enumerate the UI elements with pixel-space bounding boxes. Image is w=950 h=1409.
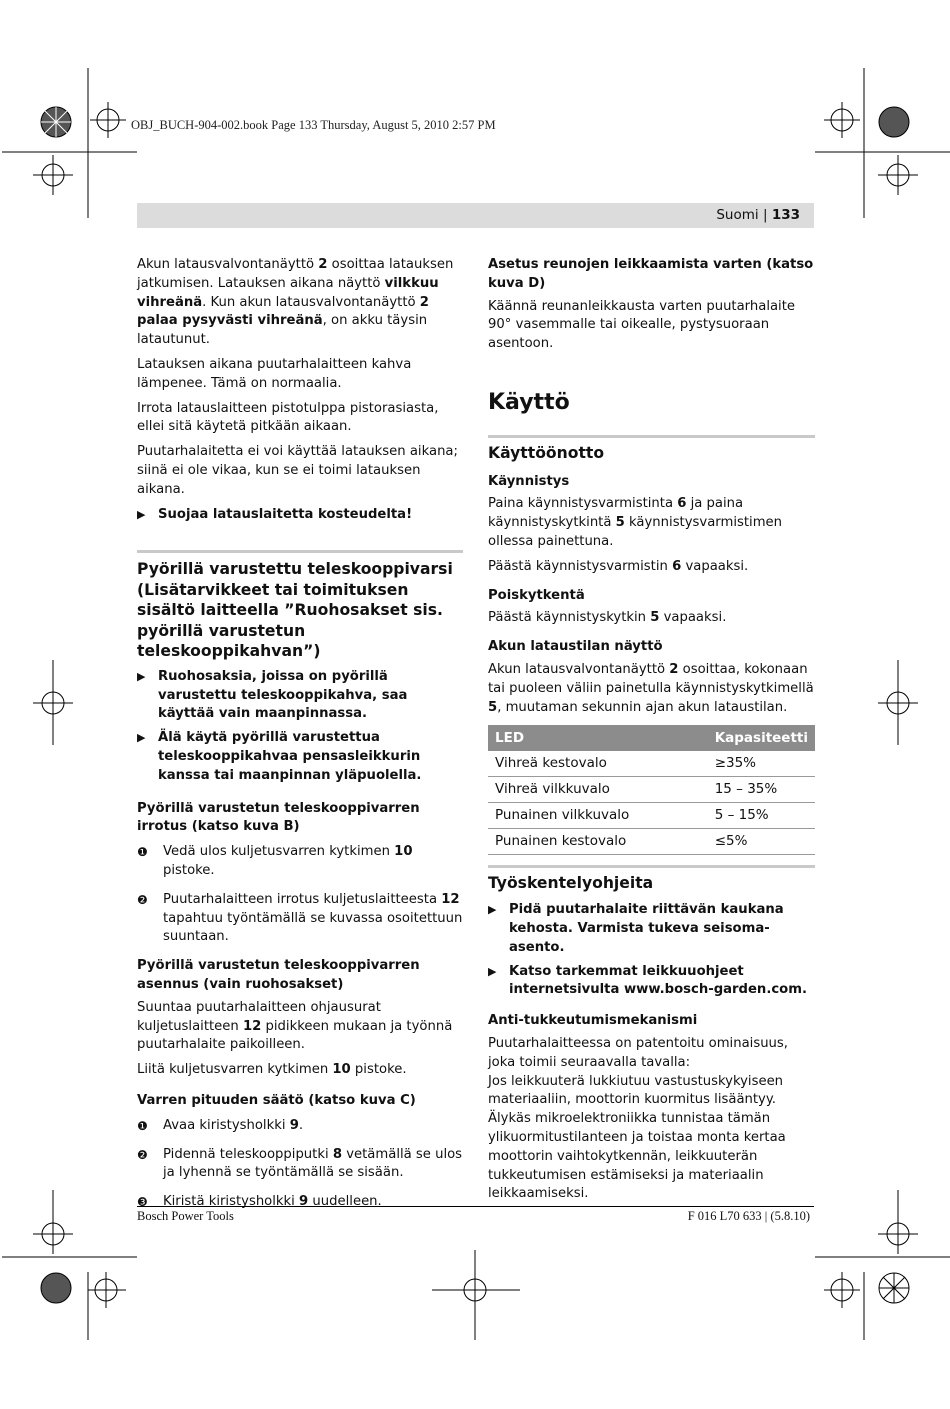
paragraph: Liitä kuljetusvarren kytkimen 10 pistoke.: [137, 1062, 407, 1078]
header-language: Suomi: [716, 207, 759, 223]
footer-docref: F 016 L70 633 | (5.8.10): [687, 1209, 810, 1223]
step-item: ❸ Kiristä kiristysholkki 9 uudelleen.: [137, 1193, 463, 1212]
paragraph: Päästä käynnistysvarmistin 6 vapaaksi.: [488, 558, 749, 574]
paragraph: Akun latausvalvontanäyttö 2 osoittaa latauksen jatkumisen. Latauksen aikana näyttö vilkkuu vihreänä. Kun akun latausvalvontanäyttö 2 palaa pysyvästi vihreänä, on akku täysin latautunut.: [137, 257, 454, 348]
table-row: [488, 777, 815, 803]
table-header-row: [488, 725, 815, 751]
step-item: ❷ Pidennä teleskooppiputki 8 vetämällä se ulos ja lyhennä se työntämällä se sisään.: [137, 1146, 463, 1184]
table-cell: Vihreä vilkkuvalo: [488, 777, 708, 803]
step-three-marker: ❸: [137, 1195, 148, 1210]
column-header: Kapasiteetti: [708, 725, 815, 751]
section-heading: Pyörillä varustettu teleskooppivarsi (Lisätarvikkeet tai toimituksen sisältö laitteella ”Ruohosakset sis. pyörillä varustetun teleskooppikahvan”): [137, 550, 463, 662]
subheading: Asetus reunojen leikkaamista varten (katso kuva D): [488, 257, 814, 291]
warning-item: ▶ Ruohosaksia, joissa on pyörillä varustettu teleskooppikahva, saa käyttää vain maanpinnassa.: [137, 668, 463, 724]
warning-item: ▶ Katso tarkemmat leikkuuohjeet internetsivulta www.bosch-garden.com.: [488, 963, 815, 1001]
paragraph: Akun latausvalvontanäyttö 2 osoittaa, kokonaan tai puoleen väliin painetulla käynnistyskytkimellä 5, muutaman sekunnin ajan akun lataustilan.: [488, 661, 814, 715]
subheading: Akun lataustilan näyttö: [488, 639, 663, 655]
table-cell: Vihreä kestovalo: [488, 751, 708, 777]
table-row: [488, 751, 815, 777]
footer-publisher: Bosch Power Tools: [137, 1209, 234, 1223]
warning-item: ▶ Suojaa latauslaitetta kosteudelta!: [137, 506, 463, 525]
table-cell: ≥35%: [708, 751, 815, 777]
footer-rule: [137, 1206, 814, 1207]
paragraph: Paina käynnistysvarmistinta 6 ja paina käynnistyskytkintä 5 käynnistysvarmistimen ollessa painettuna.: [488, 496, 783, 549]
paragraph: Jos leikkuuterä lukkiutuu vastustuskykyiseen materiaaliin, moottorin kuormitus lisääntyy. Älykäs mikroelektroniikka tunnistaa tämän ylikuormitustilanteen ja toistaa monta kertaa moottorin vaihtokytkennän, leikkuuterän tukkeutumisen estämiseksi ja materiaalin leikkaamiseksi.: [488, 1073, 786, 1202]
paragraph: Päästä käynnistyskytkin 5 vapaaksi.: [488, 610, 727, 626]
subheading: Pyörillä varustetun teleskooppivarren irrotus (katso kuva B): [137, 800, 420, 835]
paragraph: Irrota latauslaitteen pistotulppa pistorasiasta, ellei sitä käytetä pitkään aikaan.: [137, 400, 439, 435]
table-cell: Punainen kestovalo: [488, 829, 708, 855]
header-separator: |: [762, 207, 768, 223]
table-cell: Punainen vilkkuvalo: [488, 803, 708, 829]
subheading: Pyörillä varustetun teleskooppivarren asennus (vain ruohosakset): [137, 958, 420, 993]
step-item: ❶ Vedä ulos kuljetusvarren kytkimen 10 pistoke.: [137, 843, 463, 881]
table-cell: 5 – 15%: [708, 803, 815, 829]
warning-item: ▶ Älä käytä pyörillä varustettua teleskooppikahvaa pensasleikkurin kanssa tai maanpinnan yläpuolella.: [137, 729, 463, 785]
right-column: [488, 256, 815, 1204]
step-one-marker: ❶: [137, 845, 148, 860]
subheading: Käynnistys: [488, 473, 570, 489]
print-slug: OBJ_BUCH-904-002.book Page 133 Thursday, August 5, 2010 2:57 PM: [131, 118, 496, 132]
page-number: 133: [771, 207, 800, 223]
section-heading: Käyttöönotto: [488, 435, 815, 463]
left-column: [137, 256, 463, 1222]
arrow-icon: ▶: [488, 903, 497, 917]
arrow-icon: ▶: [137, 731, 146, 745]
chapter-title: Käyttö: [488, 389, 570, 415]
paragraph: Puutarhalaitetta ei voi käyttää latauksen aikana; siinä ei ole vikaa, kun se ei toimi latauksen aikana.: [137, 444, 458, 497]
paragraph: Käännä reunanleikkausta varten puutarhalaite 90° vasemmalle tai oikealle, pystysuoraan asentoon.: [488, 298, 796, 352]
page-header-bar: [137, 203, 814, 228]
step-item: ❶ Avaa kiristysholkki 9.: [137, 1117, 463, 1136]
subheading: Anti-tukkeutumismekanismi: [488, 1013, 698, 1029]
table-row: [488, 829, 815, 855]
paragraph: Puutarhalaitteessa on patentoitu ominaisuus, joka toimii seuraavalla tavalla:: [488, 1035, 788, 1070]
paragraph: Latauksen aikana puutarhalaitteen kahva lämpenee. Tämä on normaalia.: [137, 356, 412, 391]
arrow-icon: ▶: [137, 669, 146, 683]
table-cell: 15 – 35%: [708, 777, 815, 803]
section-heading: Työskentelyohjeita: [488, 865, 815, 893]
step-two-marker: ❷: [137, 1147, 148, 1162]
column-header: LED: [488, 725, 708, 751]
paragraph: Suuntaa puutarhalaitteen ohjausurat kuljetuslaitteen 12 pidikkeen mukaan ja työnnä puutarhalaite paikoilleen.: [137, 999, 453, 1053]
warning-item: ▶ Pidä puutarhalaite riittävän kaukana kehosta. Varmista tukeva seisoma-asento.: [488, 901, 815, 957]
table-cell: ≤5%: [708, 829, 815, 855]
subheading: Varren pituuden säätö (katso kuva C): [137, 1093, 416, 1108]
led-capacity-table: [488, 725, 815, 855]
subheading: Poiskytkentä: [488, 587, 585, 603]
arrow-icon: ▶: [137, 507, 146, 521]
arrow-icon: ▶: [488, 964, 497, 978]
step-item: ❷ Puutarhalaitteen irrotus kuljetuslaitteesta 12 tapahtuu työntämällä se kuvassa osoitettuun suuntaan.: [137, 891, 463, 947]
table-row: [488, 803, 815, 829]
step-one-marker: ❶: [137, 1118, 148, 1133]
step-two-marker: ❷: [137, 892, 148, 907]
